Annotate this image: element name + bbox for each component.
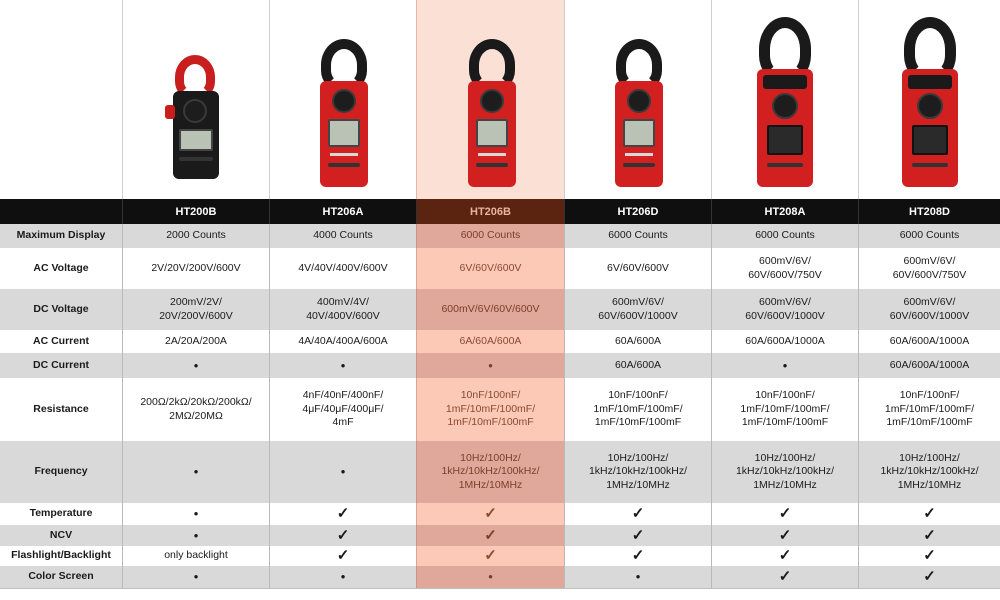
checkmark-icon: ✓	[858, 503, 1000, 525]
clamp-meter-ht206b-image	[456, 39, 526, 189]
checkmark-icon: ✓	[269, 525, 416, 546]
model-image-cell	[269, 0, 416, 199]
clamp-meter-ht208d-image	[890, 17, 970, 189]
row-label: DC Voltage	[33, 302, 89, 315]
spec-value: 10nF/100nF/ 1mF/10mF/100mF/ 1mF/10mF/100mF	[858, 378, 1000, 441]
spec-value: 6V/60V/600V	[416, 248, 564, 289]
model-header: HT206D	[564, 199, 711, 224]
spec-value: 4V/40V/400V/600V	[269, 248, 416, 289]
table-row	[0, 441, 1000, 503]
table-row	[0, 566, 1000, 588]
checkmark-icon: ✓	[416, 546, 564, 566]
model-header: HT206A	[269, 199, 416, 224]
spec-value: 4nF/40nF/400nF/ 4μF/40μF/400μF/ 4mF	[269, 378, 416, 441]
row-label: Frequency	[34, 465, 88, 478]
not-available-dot: •	[122, 525, 269, 546]
spec-value: 600mV/6V/ 60V/600V/1000V	[858, 289, 1000, 330]
not-available-dot: •	[122, 353, 269, 378]
spec-value: 200Ω/2kΩ/20kΩ/200kΩ/ 2MΩ/20MΩ	[122, 378, 269, 441]
checkmark-icon: ✓	[269, 546, 416, 566]
spec-value: 60A/600A/1000A	[858, 330, 1000, 353]
spec-value: 6000 Counts	[858, 224, 1000, 248]
spec-value: 10Hz/100Hz/ 1kHz/10kHz/100kHz/ 1MHz/10MHz	[564, 441, 711, 503]
checkmark-icon: ✓	[858, 525, 1000, 546]
corner-cell	[0, 0, 122, 199]
not-available-dot: •	[416, 353, 564, 378]
clamp-meter-ht206d-image	[603, 39, 673, 189]
not-available-dot: •	[122, 566, 269, 588]
spec-value: 10nF/100nF/ 1mF/10mF/100mF/ 1mF/10mF/100mF	[711, 378, 858, 441]
model-header: HT208D	[858, 199, 1000, 224]
table-row	[0, 248, 1000, 289]
spec-value: 600mV/6V/60V/600V	[416, 289, 564, 330]
not-available-dot: •	[122, 503, 269, 525]
not-available-dot: •	[269, 353, 416, 378]
spec-value: 6000 Counts	[564, 224, 711, 248]
spec-value: 6000 Counts	[416, 224, 564, 248]
spec-value: 60A/600A	[564, 353, 711, 378]
spec-value: 4A/40A/400A/600A	[269, 330, 416, 353]
clamp-meter-ht206a-image	[308, 39, 378, 189]
checkmark-icon: ✓	[711, 546, 858, 566]
spec-value: 60A/600A/1000A	[711, 330, 858, 353]
spec-value: 600mV/6V/ 60V/600V/1000V	[711, 289, 858, 330]
model-header-highlighted: HT206B	[416, 199, 564, 224]
spec-value: 2V/20V/200V/600V	[122, 248, 269, 289]
spec-value: 6A/60A/600A	[416, 330, 564, 353]
model-image-cell	[858, 0, 1000, 199]
spec-value: only backlight	[122, 546, 269, 566]
spec-value: 400mV/4V/ 40V/400V/600V	[269, 289, 416, 330]
checkmark-icon: ✓	[269, 503, 416, 525]
not-available-dot: •	[564, 566, 711, 588]
model-header: HT200B	[122, 199, 269, 224]
checkmark-icon: ✓	[711, 503, 858, 525]
spec-value: 600mV/6V/ 60V/600V/1000V	[564, 289, 711, 330]
spec-value: 600mV/6V/ 60V/600V/750V	[858, 248, 1000, 289]
spec-value: 2000 Counts	[122, 224, 269, 248]
model-header: HT208A	[711, 199, 858, 224]
spec-value: 10Hz/100Hz/ 1kHz/10kHz/100kHz/ 1MHz/10MHz	[858, 441, 1000, 503]
checkmark-icon: ✓	[858, 546, 1000, 566]
row-label: NCV	[49, 528, 73, 541]
header-corner	[0, 199, 122, 224]
checkmark-icon: ✓	[711, 525, 858, 546]
table-row	[0, 546, 1000, 566]
spec-value: 600mV/6V/ 60V/600V/750V	[711, 248, 858, 289]
spec-value: 6000 Counts	[711, 224, 858, 248]
clamp-meter-ht208a-image	[745, 17, 825, 189]
row-label: AC Voltage	[33, 261, 89, 274]
row-label: Temperature	[29, 507, 93, 520]
table-row	[0, 503, 1000, 525]
table-row	[0, 330, 1000, 353]
spec-value: 6V/60V/600V	[564, 248, 711, 289]
checkmark-icon: ✓	[416, 503, 564, 525]
row-label: Resistance	[33, 402, 89, 415]
row-label: Flashlight/Backlight	[11, 549, 111, 562]
not-available-dot: •	[122, 441, 269, 503]
model-image-cell	[122, 0, 269, 199]
checkmark-icon: ✓	[564, 525, 711, 546]
not-available-dot: •	[416, 566, 564, 588]
checkmark-icon: ✓	[711, 566, 858, 588]
spec-value: 60A/600A/1000A	[858, 353, 1000, 378]
model-image-cell	[564, 0, 711, 199]
model-image-cell	[711, 0, 858, 199]
checkmark-icon: ✓	[564, 546, 711, 566]
spec-value: 200mV/2V/ 20V/200V/600V	[122, 289, 269, 330]
row-divider	[0, 588, 1000, 589]
clamp-meter-ht200b-image	[161, 55, 231, 185]
spec-value: 10nF/100nF/ 1mF/10mF/100mF/ 1mF/10mF/100mF	[564, 378, 711, 441]
table-row	[0, 378, 1000, 441]
spec-value: 2A/20A/200A	[122, 330, 269, 353]
row-label: DC Current	[32, 358, 89, 371]
spec-value: 10Hz/100Hz/ 1kHz/10kHz/100kHz/ 1MHz/10MHz	[711, 441, 858, 503]
model-image-cell-highlighted	[416, 0, 564, 199]
row-label: Color Screen	[28, 570, 94, 583]
spec-value: 60A/600A	[564, 330, 711, 353]
checkmark-icon: ✓	[416, 525, 564, 546]
spec-value: 10Hz/100Hz/ 1kHz/10kHz/100kHz/ 1MHz/10MHz	[416, 441, 564, 503]
checkmark-icon: ✓	[564, 503, 711, 525]
table-row	[0, 224, 1000, 248]
not-available-dot: •	[269, 566, 416, 588]
not-available-dot: •	[269, 441, 416, 503]
row-label: Maximum Display	[16, 229, 106, 242]
spec-value: 4000 Counts	[269, 224, 416, 248]
table-row	[0, 525, 1000, 546]
checkmark-icon: ✓	[858, 566, 1000, 588]
row-label: AC Current	[32, 334, 89, 347]
table-row	[0, 289, 1000, 330]
table-row	[0, 353, 1000, 378]
spec-value: 10nF/100nF/ 1mF/10mF/100mF/ 1mF/10mF/100mF	[416, 378, 564, 441]
not-available-dot: •	[711, 353, 858, 378]
